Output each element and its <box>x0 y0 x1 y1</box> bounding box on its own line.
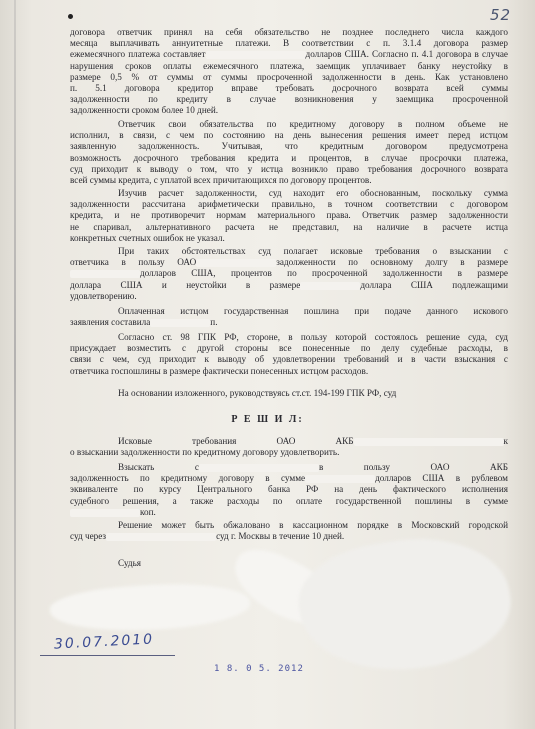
text-segment: задолженности по кредиту в случае возникновения у заемщика просроченной <box>70 94 508 105</box>
text-line <box>70 507 508 518</box>
text-line <box>70 188 508 199</box>
text-line <box>70 199 508 210</box>
text-segment: не спаривал, альтернативного расчета не представил, на наличие в расчете истца <box>70 221 508 232</box>
text-line <box>70 484 508 495</box>
text-line <box>70 175 508 186</box>
paragraph-contract-terms <box>70 27 508 117</box>
text-line <box>70 388 508 399</box>
text-segment: долларов США. Согласно п. 4.1 договора в случае <box>305 49 508 60</box>
text-segment: При таких обстоятельствах суд полагает исковые требования о взыскании с <box>118 246 508 256</box>
text-segment: конкретных счетных ошибок не указал. <box>70 232 225 243</box>
redacted-field <box>70 270 140 278</box>
text-line <box>70 520 508 531</box>
paragraph-claims <box>70 246 508 302</box>
text-segment: п. 5.1 договора кредитор вправе требовать досрочного возврата всей суммы <box>70 83 508 94</box>
text-segment: ответчика госпошлины в размере фактически понесенных истцом расходов. <box>70 365 369 376</box>
text-line <box>70 164 508 175</box>
text-segment: удовлетворению. <box>70 290 137 301</box>
text-segment: п. <box>210 317 218 328</box>
redacted-field <box>206 51 306 59</box>
text-line <box>70 366 508 377</box>
text-line <box>70 105 508 116</box>
text-line <box>70 447 508 458</box>
page-number: 52 <box>490 6 512 24</box>
redaction-seal <box>290 523 519 687</box>
text-segment: Изучив расчет задолженности, суд находит его обоснованным, поскольку сумма <box>118 188 508 198</box>
paragraph-calculation <box>70 188 508 244</box>
redacted-field <box>196 259 276 267</box>
redacted-field <box>354 438 504 446</box>
paragraph-court-costs <box>70 332 508 377</box>
text-line <box>70 27 508 38</box>
text-segment: На основании изложенного, руководствуясь ст.ст. 194-199 ГПК РФ, суд <box>118 388 397 398</box>
text-segment: Согласно ст. 98 ГПК РФ, стороне, в пользу которой состоялось решение суда, суд <box>118 332 508 342</box>
page-fold-shadow <box>14 0 16 729</box>
text-segment: нарушения сроков оплаты ежемесячного платежа, заемщик уплачивает банку неустойку в <box>70 60 508 71</box>
text-line <box>70 246 508 257</box>
text-line <box>70 153 508 164</box>
hole-punch-mark <box>68 14 73 19</box>
text-line <box>70 436 508 447</box>
text-segment: задолженности рассчитана арифметически правильно, в точном соответствии с договором <box>70 199 508 210</box>
text-segment: суд г. Москвы в течение 10 дней. <box>216 531 345 542</box>
text-segment: кредита, и не противоречит нормам материального права. Ответчик размер задолженности <box>70 210 508 221</box>
text-segment: Взыскать с <box>118 462 199 472</box>
text-segment: ответчика в пользу ОАО <box>70 257 197 268</box>
text-segment: заявления составила <box>70 317 151 328</box>
text-line <box>70 354 508 365</box>
text-line <box>70 83 508 94</box>
handwritten-date: 30.07.2010 <box>53 631 155 653</box>
text-line <box>70 343 508 354</box>
text-line <box>70 317 508 328</box>
text-segment: к <box>503 436 508 446</box>
text-segment: задолженности сроком более 10 дней. <box>70 105 219 116</box>
decision-heading: Р Е Ш И Л: <box>231 414 304 425</box>
text-segment: всей суммы кредита, с уплатой всех причитающихся по договору процентов. <box>70 175 372 186</box>
text-line <box>70 291 508 302</box>
text-segment: эквиваленте по курсу Центрального банка РФ на день фактического исполнения <box>70 484 508 495</box>
paragraph-recover <box>70 462 508 518</box>
text-segment: Решение может быть обжаловано в кассационном порядке в Московский городской <box>118 520 508 530</box>
text-line <box>70 496 508 507</box>
text-segment: задолженности по основному долгу в размере <box>276 257 509 268</box>
text-line <box>70 473 508 484</box>
text-line <box>70 306 508 317</box>
text-segment: возможность досрочного требования кредита и процентов, в случае просрочки платежа, <box>70 152 508 163</box>
text-segment: суд через <box>70 531 107 542</box>
redacted-field <box>70 509 140 517</box>
paragraph-claims-granted <box>70 436 508 458</box>
redacted-field <box>305 475 375 483</box>
paragraph-grounds <box>70 388 508 399</box>
text-segment: Исковые требования ОАО АКБ <box>118 436 354 446</box>
text-segment: задолженность по кредитному договору в сумме <box>70 473 306 484</box>
redacted-field <box>199 464 319 472</box>
redacted-field <box>300 282 360 290</box>
text-segment: Ответчик свои обязательства по кредитному договору в полном объеме не <box>118 119 508 129</box>
text-segment: долларов США в рублевом <box>375 473 508 484</box>
printed-date-stamp: 1 8. 0 5. 2012 <box>214 664 304 674</box>
paragraph-appeal <box>70 520 508 542</box>
text-line <box>70 233 508 244</box>
text-segment: договора ответчик принял на себя обязательство не позднее последнего числа каждого <box>70 27 508 37</box>
redaction-signature <box>49 578 252 637</box>
text-segment: судебного решения, а также расходы по оплате государственной пошлины в сумме <box>70 495 508 506</box>
text-line <box>70 38 508 49</box>
text-line <box>70 49 508 60</box>
text-segment: доллара США и неустойки в размере <box>70 279 301 290</box>
text-segment: месяца выплачивать аннуитетные платежи. В соответствии с п. 3.1.4 договора размер <box>70 38 508 49</box>
text-line <box>70 268 508 279</box>
text-segment: коп. <box>140 506 156 517</box>
text-line <box>70 130 508 141</box>
text-segment: связи с чем, суд приходит к выводу об удовлетворении требований и в части взыскания с <box>70 354 508 365</box>
signature-label: Судья <box>118 558 142 568</box>
text-segment: размере 0,5 % от суммы от суммы просроченной задолженности в день. Как установлено <box>70 71 508 82</box>
redacted-field <box>106 533 216 541</box>
text-line <box>70 119 508 130</box>
text-segment: суд приходит к выводу о том, что у истца возникло право требования досрочного возврата <box>70 163 508 174</box>
text-line <box>70 332 508 343</box>
paragraph-obligations <box>70 119 508 186</box>
text-line <box>70 222 508 233</box>
text-segment: доллара США подлежащими <box>360 279 509 290</box>
text-line <box>70 72 508 83</box>
paragraph-state-fee <box>70 306 508 328</box>
redacted-field <box>150 319 210 327</box>
text-line <box>70 210 508 221</box>
text-segment: Оплаченная истцом государственная пошлина при подаче данного искового <box>118 306 508 316</box>
text-line <box>70 257 508 268</box>
text-segment: долларов США, процентов по просроченной задолженности в размере <box>140 268 508 279</box>
text-segment: в пользу ОАО АКБ <box>318 462 508 472</box>
text-segment: о взыскании задолженности по кредитному договору удовлетворить. <box>70 447 340 458</box>
text-line <box>70 61 508 72</box>
text-line <box>70 462 508 473</box>
text-line <box>70 141 508 152</box>
text-segment: заявленную задолженность. Учитывая, что кредитным договором предусмотрена <box>70 141 508 152</box>
text-segment: присуждает возместить с другой стороны все понесенные по делу судебные расходы, в <box>70 343 508 354</box>
text-segment: исполнил, в связи, с чем по состоянию на день вынесения решения имеет перед истцом <box>70 130 508 141</box>
text-segment: ежемесячного платежа составляет <box>70 49 206 60</box>
text-line <box>70 94 508 105</box>
text-line <box>70 280 508 291</box>
stamp-underline <box>40 655 175 656</box>
